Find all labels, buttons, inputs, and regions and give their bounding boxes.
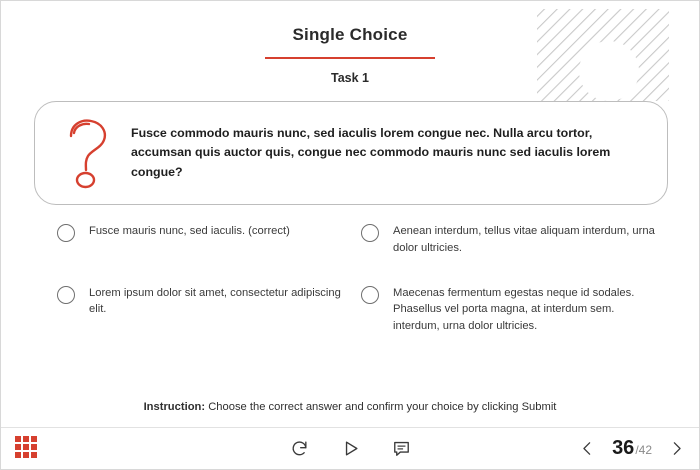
instruction-text: Choose the correct answer and confirm your choice by clicking Submit [205, 401, 557, 413]
question-card [34, 101, 668, 205]
page-current: 36 [612, 437, 635, 459]
chevron-right-icon[interactable] [668, 439, 685, 458]
question-mark-icon [35, 116, 131, 190]
answer-option-2[interactable] [361, 223, 657, 257]
page-title: Single Choice [292, 25, 408, 44]
radio-icon[interactable] [57, 224, 75, 242]
answer-label: Lorem ipsum dolor sit amet, consectetur adipiscing elit. [89, 286, 341, 316]
answer-option-1[interactable] [57, 223, 353, 257]
page-total: /42 [635, 443, 652, 457]
bottom-toolbar [1, 427, 699, 469]
page-indicator [612, 437, 652, 460]
answer-label: Maecenas fermentum egestas neque id sodales. Phasellus vel porta magna, at interdum sem. interdum, urna dolor ultricies. [393, 286, 635, 333]
comment-icon[interactable] [392, 439, 411, 458]
radio-icon[interactable] [57, 286, 75, 304]
answer-option-3[interactable] [57, 285, 353, 335]
radio-icon[interactable] [361, 224, 379, 242]
answer-option-4[interactable] [361, 285, 657, 335]
answer-label: Fusce mauris nunc, sed iaculis. (correct) [89, 225, 290, 237]
task-subtitle: Task 1 [331, 71, 369, 85]
play-icon[interactable] [341, 439, 360, 458]
replay-icon[interactable] [290, 439, 309, 458]
chevron-left-icon[interactable] [579, 439, 596, 458]
question-text: Fusce commodo mauris nunc, sed iaculis lorem congue nec. Nulla arcu tortor, accumsan quis auctor quis, congue nec commodo mauris nunc sed iaculis lorem congue? [131, 126, 611, 179]
pager [579, 428, 685, 469]
radio-icon[interactable] [361, 286, 379, 304]
header [1, 25, 699, 85]
answer-label: Aenean interdum, tellus vitae aliquam interdum, urna dolor ultricies. [393, 225, 655, 254]
instruction-label: Instruction: [143, 401, 206, 413]
title-underline [265, 57, 435, 59]
instruction [1, 401, 699, 413]
answer-options [57, 223, 657, 335]
